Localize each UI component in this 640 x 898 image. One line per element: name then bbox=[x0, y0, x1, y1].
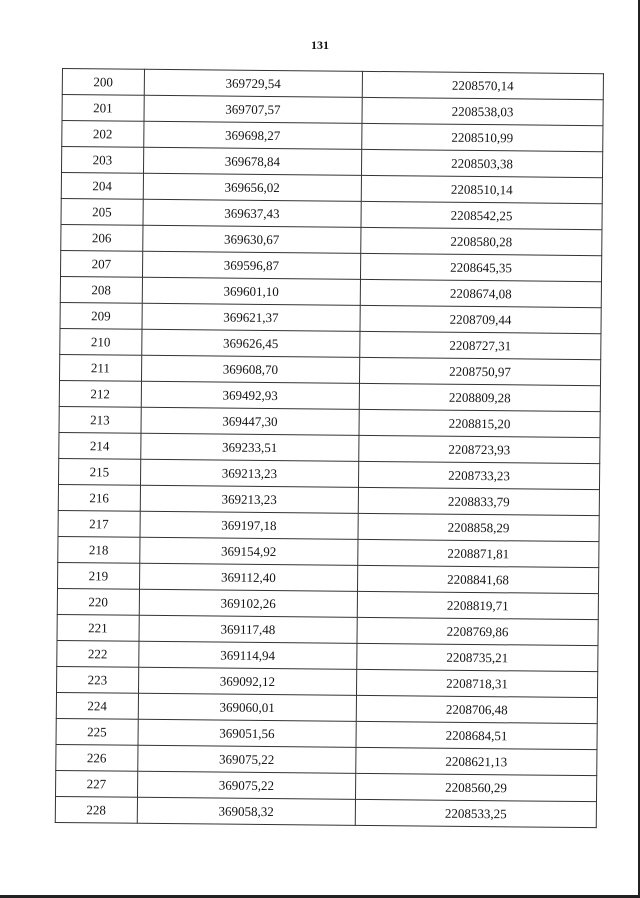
x-coordinate-cell: 369197,18 bbox=[140, 511, 358, 539]
x-coordinate-cell: 369213,23 bbox=[140, 459, 358, 487]
point-number-cell: 217 bbox=[58, 510, 140, 537]
x-coordinate-cell: 369656,02 bbox=[143, 173, 361, 201]
point-number-cell: 223 bbox=[57, 666, 139, 693]
y-coordinate-cell: 2208621,13 bbox=[356, 747, 597, 775]
point-number-cell: 216 bbox=[58, 484, 140, 511]
point-number-cell: 212 bbox=[59, 380, 141, 407]
y-coordinate-cell: 2208833,79 bbox=[358, 487, 599, 515]
x-coordinate-cell: 369075,22 bbox=[137, 771, 355, 799]
x-coordinate-cell: 369060,01 bbox=[138, 693, 356, 721]
point-number-cell: 227 bbox=[56, 770, 138, 797]
y-coordinate-cell: 2208718,31 bbox=[356, 669, 597, 697]
y-coordinate-cell: 2208706,48 bbox=[356, 695, 597, 723]
x-coordinate-cell: 369707,57 bbox=[144, 95, 362, 123]
y-coordinate-cell: 2208674,08 bbox=[360, 279, 601, 307]
y-coordinate-cell: 2208570,14 bbox=[362, 71, 603, 99]
point-number-cell: 225 bbox=[56, 718, 138, 745]
point-number-cell: 207 bbox=[60, 250, 142, 277]
y-coordinate-cell: 2208684,51 bbox=[356, 721, 597, 749]
y-coordinate-cell: 2208750,97 bbox=[359, 357, 600, 385]
coordinates-table bbox=[55, 68, 604, 828]
y-coordinate-cell: 2208727,31 bbox=[360, 331, 601, 359]
x-coordinate-cell: 369154,92 bbox=[139, 537, 357, 565]
x-coordinate-cell: 369092,12 bbox=[138, 667, 356, 695]
x-coordinate-cell: 369075,22 bbox=[137, 745, 355, 773]
table-row bbox=[55, 796, 596, 827]
x-coordinate-cell: 369233,51 bbox=[140, 433, 358, 461]
x-coordinate-cell: 369213,23 bbox=[140, 485, 358, 513]
x-coordinate-cell: 369102,26 bbox=[139, 589, 357, 617]
point-number-cell: 203 bbox=[61, 147, 143, 174]
y-coordinate-cell: 2208858,29 bbox=[358, 513, 599, 541]
x-coordinate-cell: 369608,70 bbox=[141, 355, 359, 383]
x-coordinate-cell: 369630,67 bbox=[142, 225, 360, 253]
y-coordinate-cell: 2208819,71 bbox=[357, 591, 598, 619]
y-coordinate-cell: 2208533,25 bbox=[355, 799, 596, 827]
point-number-cell: 209 bbox=[60, 302, 142, 329]
y-coordinate-cell: 2208560,29 bbox=[355, 773, 596, 801]
x-coordinate-cell: 369596,87 bbox=[142, 251, 360, 279]
y-coordinate-cell: 2208733,23 bbox=[358, 461, 599, 489]
y-coordinate-cell: 2208538,03 bbox=[362, 97, 603, 125]
point-number-cell: 221 bbox=[57, 614, 139, 641]
x-coordinate-cell: 369112,40 bbox=[139, 563, 357, 591]
y-coordinate-cell: 2208723,93 bbox=[359, 435, 600, 463]
y-coordinate-cell: 2208815,20 bbox=[359, 409, 600, 437]
y-coordinate-cell: 2208580,28 bbox=[361, 227, 602, 255]
point-number-cell: 228 bbox=[55, 796, 137, 823]
x-coordinate-cell: 369114,94 bbox=[138, 641, 356, 669]
x-coordinate-cell: 369492,93 bbox=[141, 381, 359, 409]
coordinates-table-body bbox=[55, 69, 603, 828]
point-number-cell: 226 bbox=[56, 744, 138, 771]
point-number-cell: 202 bbox=[62, 121, 144, 148]
x-coordinate-cell: 369621,37 bbox=[142, 303, 360, 331]
y-coordinate-cell: 2208542,25 bbox=[361, 201, 602, 229]
y-coordinate-cell: 2208510,14 bbox=[361, 175, 602, 203]
x-coordinate-cell: 369698,27 bbox=[143, 121, 361, 149]
y-coordinate-cell: 2208735,21 bbox=[357, 643, 598, 671]
point-number-cell: 214 bbox=[59, 432, 141, 459]
point-number-cell: 224 bbox=[56, 692, 138, 719]
y-coordinate-cell: 2208809,28 bbox=[359, 383, 600, 411]
y-coordinate-cell: 2208769,86 bbox=[357, 617, 598, 645]
point-number-cell: 222 bbox=[57, 640, 139, 667]
point-number-cell: 201 bbox=[62, 95, 144, 122]
page-number: 131 bbox=[311, 38, 329, 52]
point-number-cell: 204 bbox=[61, 172, 143, 199]
point-number-cell: 206 bbox=[61, 224, 143, 251]
point-number-cell: 210 bbox=[60, 328, 142, 355]
point-number-cell: 219 bbox=[58, 562, 140, 589]
y-coordinate-cell: 2208871,81 bbox=[358, 539, 599, 567]
y-coordinate-cell: 2208841,68 bbox=[357, 565, 598, 593]
y-coordinate-cell: 2208645,35 bbox=[360, 253, 601, 281]
x-coordinate-cell: 369626,45 bbox=[141, 329, 359, 357]
x-coordinate-cell: 369117,48 bbox=[139, 615, 357, 643]
x-coordinate-cell: 369601,10 bbox=[142, 277, 360, 305]
x-coordinate-cell: 369678,84 bbox=[143, 147, 361, 175]
point-number-cell: 220 bbox=[57, 588, 139, 615]
x-coordinate-cell: 369051,56 bbox=[138, 719, 356, 747]
x-coordinate-cell: 369447,30 bbox=[141, 407, 359, 435]
point-number-cell: 200 bbox=[62, 69, 144, 96]
point-number-cell: 213 bbox=[59, 406, 141, 433]
x-coordinate-cell: 369637,43 bbox=[143, 199, 361, 227]
y-coordinate-cell: 2208709,44 bbox=[360, 305, 601, 333]
point-number-cell: 208 bbox=[60, 276, 142, 303]
point-number-cell: 218 bbox=[58, 536, 140, 563]
x-coordinate-cell: 369058,32 bbox=[137, 797, 355, 825]
point-number-cell: 211 bbox=[60, 354, 142, 381]
point-number-cell: 215 bbox=[59, 458, 141, 485]
y-coordinate-cell: 2208503,38 bbox=[361, 149, 602, 177]
y-coordinate-cell: 2208510,99 bbox=[362, 123, 603, 151]
x-coordinate-cell: 369729,54 bbox=[144, 69, 362, 97]
point-number-cell: 205 bbox=[61, 198, 143, 225]
